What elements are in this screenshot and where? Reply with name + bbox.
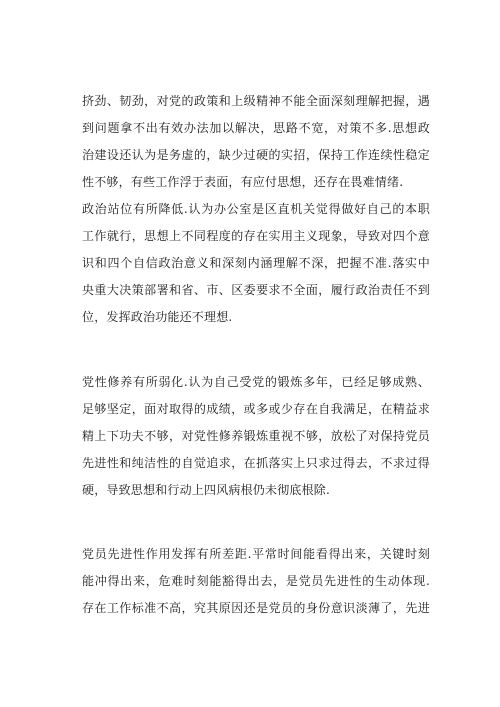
text-line: 位，发挥政治功能还不理想.: [82, 310, 233, 324]
text-line: 足够坚定，面对取得的成绩，或多或少存在自我满足，在精益求: [82, 402, 430, 416]
paragraph-1: [82, 88, 430, 196]
text-line: 政治站位有所降低.认为办公室是区直机关觉得做好自己的本职: [82, 202, 430, 216]
text-line: 硬，导致思想和行动上四风病根仍未彻底根除.: [82, 483, 331, 497]
text-line: 央重大决策部署和省、市、区委要求不全面，履行政治责任不到: [82, 283, 430, 297]
text-line: 挤劲、韧劲，对党的政策和上级精神不能全面深刻理解把握，遇: [82, 94, 430, 108]
text-line: 到问题拿不出有效办法加以解决，思路不宽，对策不多.思想政: [82, 121, 430, 135]
text-line: 先进性和纯洁性的自觉追求，在抓落实上只求过得去，不求过得: [82, 456, 430, 470]
paragraph-4: [82, 541, 430, 622]
paragraph-2: [82, 196, 430, 331]
text-line: 性不够，有些工作浮于表面，有应付思想，还存在畏难情绪.: [82, 175, 404, 189]
text-line: 精上下功夫不够，对党性修养锻炼重视不够，放松了对保持党员: [82, 429, 430, 443]
paragraph-3: [82, 369, 430, 504]
text-line: 治建设还认为是务虚的，缺少过硬的实招，保持工作连续性稳定: [82, 148, 430, 162]
text-line: 识和四个自信政治意义和深刻内涵理解不深，把握不准.落实中: [82, 256, 430, 270]
text-line: 党性修养有所弱化.认为自己受党的锻炼多年，已经足够成熟、: [82, 375, 430, 389]
text-line: 工作就行，思想上不同程度的存在实用主义现象，导致对四个意: [82, 229, 430, 243]
text-line: 存在工作标准不高，究其原因还是党员的身份意识淡薄了，先进: [82, 601, 430, 615]
text-line: 党员先进性作用发挥有所差距.平常时间能看得出来，关键时刻: [82, 547, 430, 561]
text-line: 能冲得出来，危难时刻能豁得出去，是党员先进性的生动体现.: [82, 574, 430, 588]
